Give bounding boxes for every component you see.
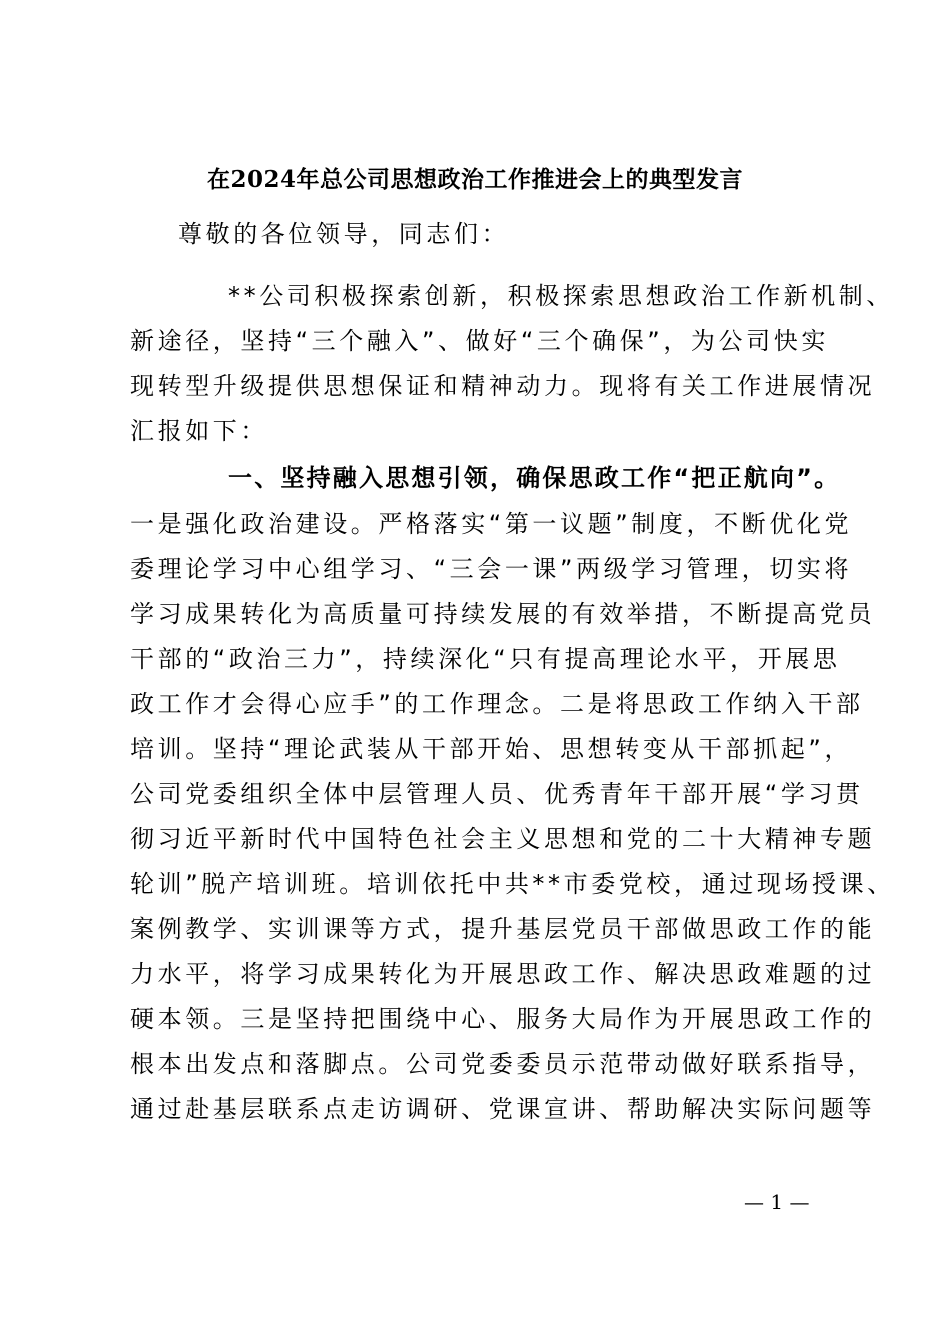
body-line: 培训。坚持“理论武装从干部开始、思想转变从干部抓起”，	[130, 735, 853, 763]
body-line: 案例教学、实训课等方式，提升基层党员干部做思政工作的能	[130, 915, 876, 943]
body-line: 政工作才会得心应手”的工作理念。二是将思政工作纳入干部	[130, 690, 864, 718]
body-line: 干部的“政治三力”，持续深化“只有提高理论水平，开展思	[130, 645, 841, 673]
intro-line: 新途径，坚持“三个融入”、做好“三个确保”，为公司快实	[130, 327, 829, 355]
intro-line: 汇报如下：	[130, 417, 268, 445]
intro-line: **公司积极探索创新，积极探索思想政治工作新机制、	[228, 282, 894, 310]
body-line: 委理论学习中心组学习、“三会一课”两级学习管理，切实将	[130, 555, 853, 583]
document-title: 在2024年总公司思想政治工作推进会上的典型发言	[206, 166, 743, 193]
body-line: 轮训”脱产培训班。培训依托中共**市委党校，通过现场授课、	[130, 870, 895, 898]
body-line: 硬本领。三是坚持把围绕中心、服务大局作为开展思政工作的	[130, 1005, 876, 1033]
intro-line: 现转型升级提供思想保证和精神动力。现将有关工作进展情况	[130, 372, 876, 400]
body-line: 公司党委组织全体中层管理人员、优秀青年干部开展“学习贯	[130, 780, 864, 808]
body-line: 力水平，将学习成果转化为开展思政工作、解决思政难题的过	[130, 960, 876, 988]
salutation: 尊敬的各位领导，同志们：	[178, 220, 510, 248]
page-number: — 1 —	[744, 1190, 810, 1214]
body-line: 根本出发点和落脚点。公司党委委员示范带动做好联系指导，	[130, 1050, 876, 1078]
body-line: 学习成果转化为高质量可持续发展的有效举措，不断提高党员	[130, 600, 876, 628]
body-line: 彻习近平新时代中国特色社会主义思想和党的二十大精神专题	[130, 825, 876, 853]
section-heading: 一、坚持融入思想引领，确保思政工作“把正航向”。	[228, 464, 841, 492]
body-line: 通过赴基层联系点走访调研、党课宣讲、帮助解决实际问题等	[130, 1095, 876, 1123]
body-line: 一是强化政治建设。严格落实“第一议题”制度，不断优化党	[130, 510, 853, 538]
